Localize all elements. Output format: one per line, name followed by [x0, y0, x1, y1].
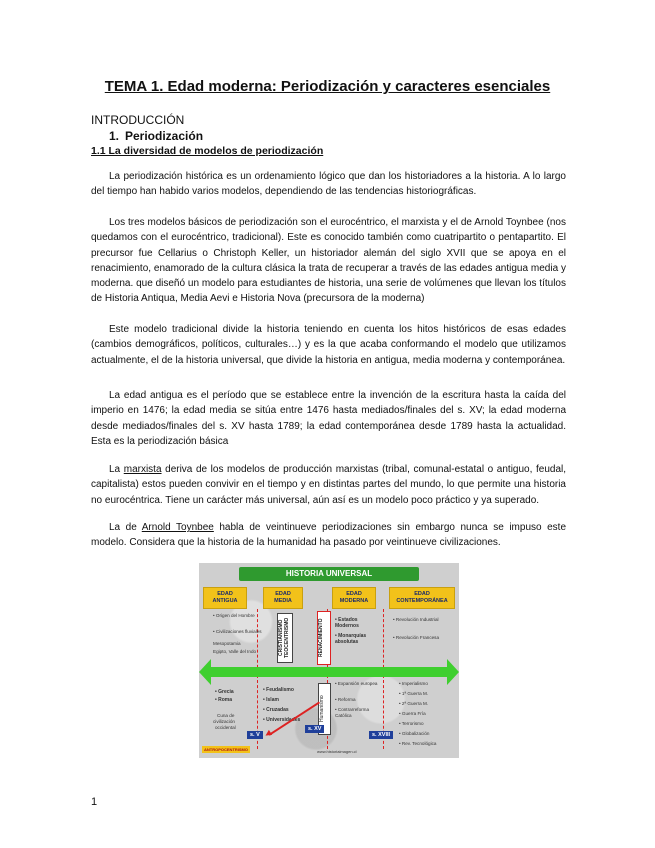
contemp-bottom-item: • 1ª Guerra M. — [399, 691, 429, 696]
p6-pre: La de — [109, 522, 142, 533]
antropocentrismo-tag: ANTROPOCENTRISMO — [204, 747, 248, 752]
era-media: EDAD MEDIA — [263, 587, 303, 609]
badge-s18: s. XVIII — [369, 731, 393, 739]
renacimiento-label: RENACIMIENTO — [317, 611, 331, 665]
divider-line — [383, 609, 384, 749]
section-heading — [109, 129, 203, 143]
introduction-heading: INTRODUCCIÓN — [91, 113, 185, 127]
antigua-top-item: • Civilizaciones fluviales — [213, 629, 262, 634]
paragraph-5 — [91, 462, 566, 508]
cristianismo-label: CRISTIANISMO TEOCENTRISMO — [277, 613, 293, 663]
era-antigua: EDAD ANTIGUA — [203, 587, 247, 609]
antigua-top-item: • Origen del Hombre — [213, 613, 255, 618]
antigua-bottom-item: civilización — [213, 719, 235, 724]
moderna-bottom-item: • Contrarreforma Católica — [335, 707, 370, 718]
antigua-bottom-item: Cuna de — [217, 713, 235, 718]
moderna-top-item: • Monarquías absolutas — [335, 633, 367, 645]
subsection-heading: 1.1 La diversidad de modelos de periodización — [91, 145, 324, 157]
antigua-bottom-item: • Roma — [215, 697, 233, 703]
moderna-bottom-item: • Expansión europea — [335, 681, 378, 686]
contemp-bottom-item: • Terrorismo — [399, 721, 424, 726]
badge-s15: s. XV — [305, 725, 324, 733]
infographic-website: www.historiaimagen.cl — [317, 749, 357, 754]
arrow-left-icon — [199, 659, 211, 685]
humanismo-label: Humanismo — [318, 683, 331, 735]
era-contemporanea: EDAD CONTEMPORÁNEA — [389, 587, 455, 609]
arrow-right-icon — [447, 659, 459, 685]
moderna-bottom-item: • Reforma — [335, 697, 356, 702]
paragraph-3: Este modelo tradicional divide la historia teniendo en cuenta los hitos históricos de esas edades (cambios demográficos, políticos, culturales…) y es la que acaba conformando el modelo que utilizamos actualmente, el de la historia universal, que divide la historia en antigua, media moderna y contemporánea. — [91, 324, 566, 366]
paragraph-1: La periodización histórica es un ordenamiento lógico que dan los historiadores a la historia. A lo largo del tiempo han habido varios modelos, dependiendo de las tendencias historiográficas. — [91, 171, 566, 198]
contemp-bottom-item: • 2ª Guerra M. — [399, 701, 429, 706]
contemp-top-item: • Revolución Industrial — [393, 617, 439, 622]
section-number: 1. — [109, 129, 120, 143]
media-bottom-item: • Islam — [263, 697, 279, 703]
infographic-banner: HISTORIA UNIVERSAL — [239, 567, 419, 581]
historia-universal-infographic — [199, 563, 459, 758]
p6-post: habla de veintinueve periodizaciones sin embargo nunca se impuso este modelo. Considera que la historia de la humanidad ha pasado por veintinueve civilizaciones. — [91, 522, 567, 549]
p5-post: deriva de los modelos de producción marxistas (tribal, comunal-estatal o antiguo, feudal, capitalista) estos pueden convivir en el tiempo y en distintas partes del mundo, lo que permite una historia no eurocéntrica. Tiene un carácter más universal, aún así es un modelo poco práctico y ya superado. — [91, 464, 567, 506]
paragraph-4: La edad antigua es el período que se establece entre la invención de la escritura hasta la caída del imperio en 1476; la edad media se sitúa entre 1476 hasta mediados/finales del s. XV; la edad moderna desde mediados/finales del s. XV hasta 1789; la edad contemporánea desde 1789 hasta la actualidad. Esta es la periodización básica — [91, 390, 566, 447]
media-bottom-item: • Feudalismo — [263, 687, 294, 693]
page-title: TEMA 1. Edad moderna: Periodización y caracteres esenciales — [104, 78, 551, 95]
p5-pre: La — [109, 464, 124, 475]
antigua-top-item: Egipto, Valle del Indo — [213, 649, 257, 654]
paragraph-2: Los tres modelos básicos de periodización son el eurocéntrico, el marxista y el de Arnold Toynbee (nos quedamos con el eurocéntrico, tradicional). Este es conocido también como cuatripartito o pentapartito. El precursor fue Cellarius o Christoph Keller, un historiador alemán del siglo XVII que se apoya en el renacimiento, enamorado de la cultura clásica la trata de recuperar a través de las edades antigua media y moderna. que diseñó un modelo para estudiantes de historia, una serie de volúmenes que llevan los títulos de Historia Antiqua, Media Aevi e Historia Nova (precursora de la moderna) — [91, 217, 566, 305]
contemp-bottom-item: • Globalización — [399, 731, 430, 736]
media-bottom-item: • Cruzadas — [263, 707, 289, 713]
media-bottom-item: • Universidades — [263, 717, 301, 723]
timeline-arrow — [207, 667, 451, 677]
antigua-bottom-item: • Grecia — [215, 689, 234, 695]
moderna-top-item: • Estados Modernos — [335, 617, 359, 629]
p6-toynbee: Arnold Toynbee — [141, 522, 214, 533]
contemp-top-item: • Revolución Francesa — [393, 635, 440, 640]
page-number: 1 — [91, 796, 98, 808]
section-label: Periodización — [125, 129, 204, 143]
era-moderna: EDAD MODERNA — [332, 587, 376, 609]
antigua-bottom-item: occidental — [215, 725, 236, 730]
p5-marxista: marxista — [123, 464, 162, 475]
badge-s5: s. V — [247, 731, 263, 739]
antigua-top-item: Mesopotamia — [213, 641, 241, 646]
paragraph-6 — [91, 520, 566, 551]
contemp-bottom-item: • Rev. Tecnológica — [399, 741, 437, 746]
contemp-bottom-item: • Guerra Fría — [399, 711, 426, 716]
contemp-bottom-item: • Imperialismo — [399, 681, 428, 686]
